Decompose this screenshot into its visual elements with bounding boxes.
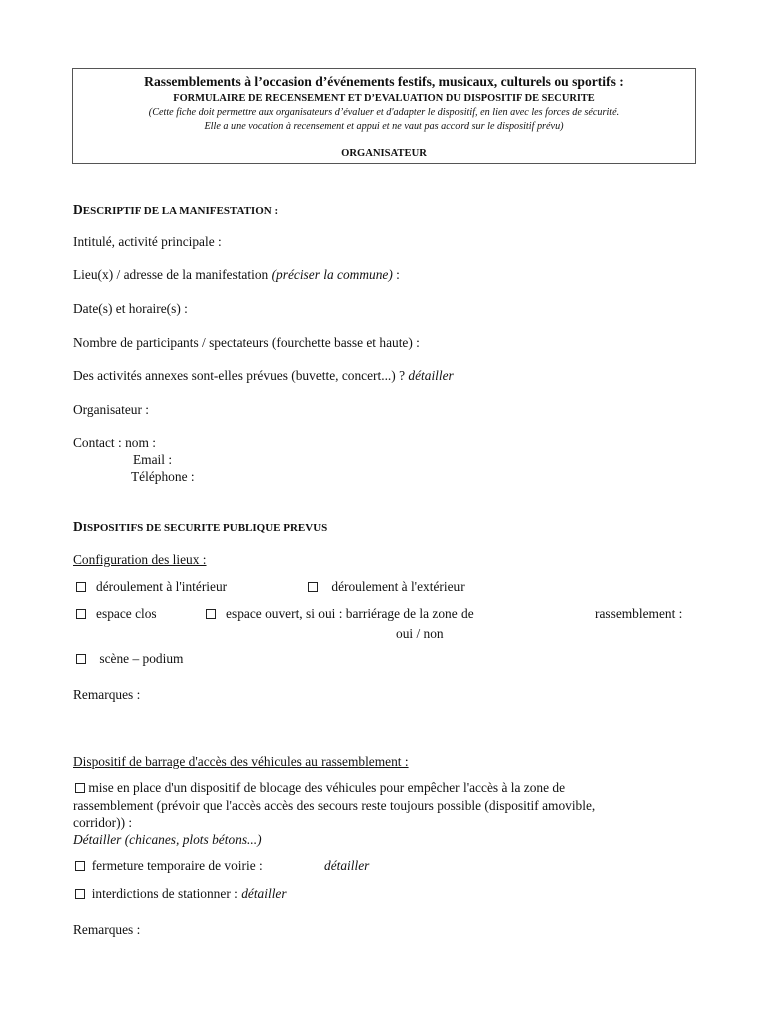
checkbox-exterieur[interactable]	[308, 582, 318, 592]
option-interdiction-stationner[interactable]: interdictions de stationner : détailler	[75, 886, 287, 902]
form-note-line2: Elle a une vocation à recensement et appui et ne vaut pas accord sur le dispositif prévu)	[204, 121, 564, 132]
config-remarques: Remarques :	[73, 687, 141, 702]
blocage-detail: Détailler (chicanes, plots bétons...)	[73, 832, 262, 847]
field-contact-nom: Contact : nom :	[73, 435, 156, 450]
option-scene-podium[interactable]: scène – podium	[76, 651, 183, 667]
checkbox-fermeture-voirie[interactable]	[75, 861, 85, 871]
field-organisateur: Organisateur :	[73, 402, 149, 417]
section-heading-dispositifs: DISPOSITIFS DE SECURITE PUBLIQUE PREVUS	[73, 519, 328, 534]
option-exterieur[interactable]: déroulement à l'extérieur	[308, 579, 465, 595]
option-fermeture-voirie[interactable]: fermeture temporaire de voirie :	[75, 858, 263, 874]
form-title: Rassemblements à l’occasion d’événements festifs, musicaux, culturels ou sportifs :	[144, 74, 624, 89]
form-subtitle: FORMULAIRE DE RECENSEMENT ET D’EVALUATION DU DISPOSITIF DE SECURITE	[173, 93, 595, 104]
option-blocage-vehicules[interactable]: mise en place d'un dispositif de blocage des véhicules pour empêcher l'accès à la zone de	[75, 780, 565, 796]
form-header	[72, 68, 696, 164]
checkbox-interieur[interactable]	[76, 582, 86, 592]
checkbox-scene-podium[interactable]	[76, 654, 86, 664]
rassemblement-label: rassemblement :	[595, 606, 683, 621]
field-annexes: Des activités annexes sont-elles prévues (buvette, concert...) ? détailler	[73, 368, 454, 383]
form-note-line1: (Cette fiche doit permettre aux organisateurs d’évaluer et d'adapter le dispositif, en lien avec les forces de sécurité.	[148, 107, 620, 118]
checkbox-interdiction-stationner[interactable]	[75, 889, 85, 899]
form-role: ORGANISATEUR	[341, 148, 427, 159]
config-title: Configuration des lieux :	[73, 552, 207, 567]
checkbox-espace-clos[interactable]	[76, 609, 86, 619]
oui-non-choice[interactable]: oui / non	[396, 626, 444, 641]
blocage-line3: corridor)) :	[73, 815, 133, 830]
option-espace-ouvert[interactable]: espace ouvert, si oui : barriérage de la zone de	[206, 606, 474, 622]
fermeture-hint: détailler	[324, 858, 370, 873]
option-espace-clos[interactable]: espace clos	[76, 606, 157, 622]
barrage-title: Dispositif de barrage d'accès des véhicules au rassemblement :	[73, 754, 409, 769]
field-intitule: Intitulé, activité principale :	[73, 234, 222, 249]
field-participants: Nombre de participants / spectateurs (fourchette basse et haute) :	[73, 335, 420, 350]
section-heading-description: DESCRIPTIF DE LA MANIFESTATION :	[73, 202, 279, 217]
barrage-remarques: Remarques :	[73, 922, 141, 937]
blocage-line2: rassemblement (prévoir que l'accès accès des secours reste toujours possible (dispositif amovible,	[73, 798, 596, 813]
option-interieur[interactable]: déroulement à l'intérieur	[76, 579, 227, 595]
field-telephone: Téléphone :	[131, 469, 195, 484]
checkbox-espace-ouvert[interactable]	[206, 609, 216, 619]
field-email: Email :	[133, 452, 173, 467]
field-lieu: Lieu(x) / adresse de la manifestation (préciser la commune) :	[73, 267, 400, 282]
field-dates: Date(s) et horaire(s) :	[73, 301, 188, 316]
checkbox-blocage-vehicules[interactable]	[75, 783, 85, 793]
